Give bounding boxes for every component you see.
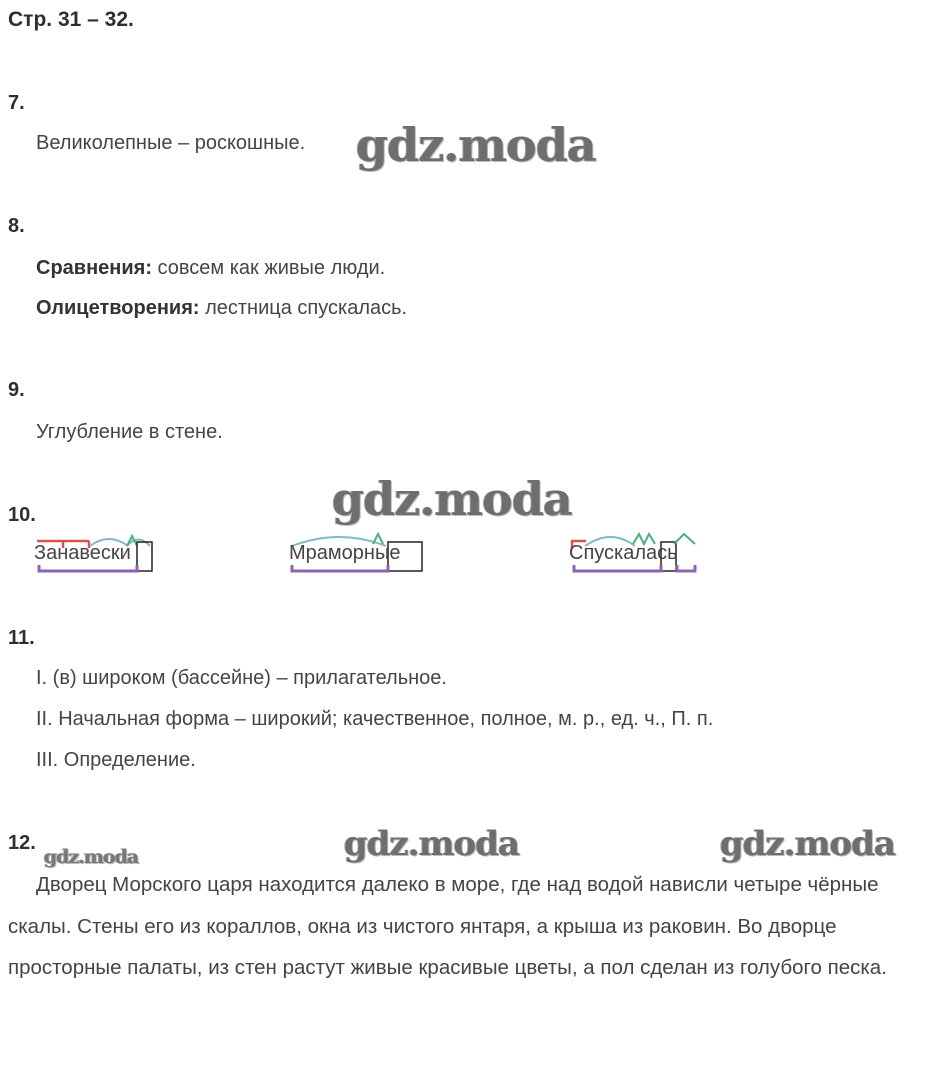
morph-word-text: Занавески	[34, 542, 131, 564]
watermark-logo: gdz.moda	[356, 118, 596, 172]
task-11-line-3: III. Определение.	[36, 749, 196, 771]
watermark-logo: gdz.moda	[332, 472, 572, 526]
task-10-number: 10.	[8, 504, 36, 526]
personification-label: Олицетворения:	[36, 297, 200, 319]
task-8-number: 8.	[8, 215, 25, 237]
task-11-number: 11.	[8, 627, 35, 649]
personification-text: лестница спускалась.	[199, 297, 408, 319]
page-header: Стр. 31 – 32.	[8, 8, 134, 31]
task-7-answer: Великолепные – роскошные.	[36, 132, 306, 154]
task-8-comparisons	[36, 257, 385, 280]
morph-word-spuskalas	[569, 530, 809, 578]
morph-word-text: Мраморные	[289, 542, 401, 564]
watermark-logo: gdz.moda	[44, 846, 139, 868]
morph-word-mramornye	[289, 530, 529, 578]
comparisons-label: Сравнения:	[36, 257, 152, 279]
task-12-number: 12.	[8, 832, 36, 854]
comparisons-text: совсем как живые люди.	[152, 257, 386, 279]
task-11-line-1: I. (в) широком (бассейне) – прилагательное.	[36, 667, 447, 689]
morph-word-text: Спускалась	[569, 542, 678, 564]
task-8-personification	[36, 297, 407, 320]
task-9-answer: Углубление в стене.	[36, 421, 223, 443]
task-11-line-2: II. Начальная форма – широкий; качественное, полное, м. р., ед. ч., П. п.	[36, 708, 714, 730]
task-7-number: 7.	[8, 92, 25, 114]
task-9-number: 9.	[8, 379, 25, 401]
morph-word-zanaveski	[34, 530, 274, 578]
task-12-paragraph: Дворец Морского царя находится далеко в море, где над водой нависли четыре чёрные скалы. Стены его из кораллов, окна из чистого янтаря, а крыша из раковин. Во дворце просторные палаты, из стен растут живые красивые цветы, а пол сделан из голубого песка.	[8, 873, 887, 979]
watermark-logo: gdz.moda	[720, 824, 896, 864]
watermark-logo: gdz.moda	[344, 824, 520, 864]
